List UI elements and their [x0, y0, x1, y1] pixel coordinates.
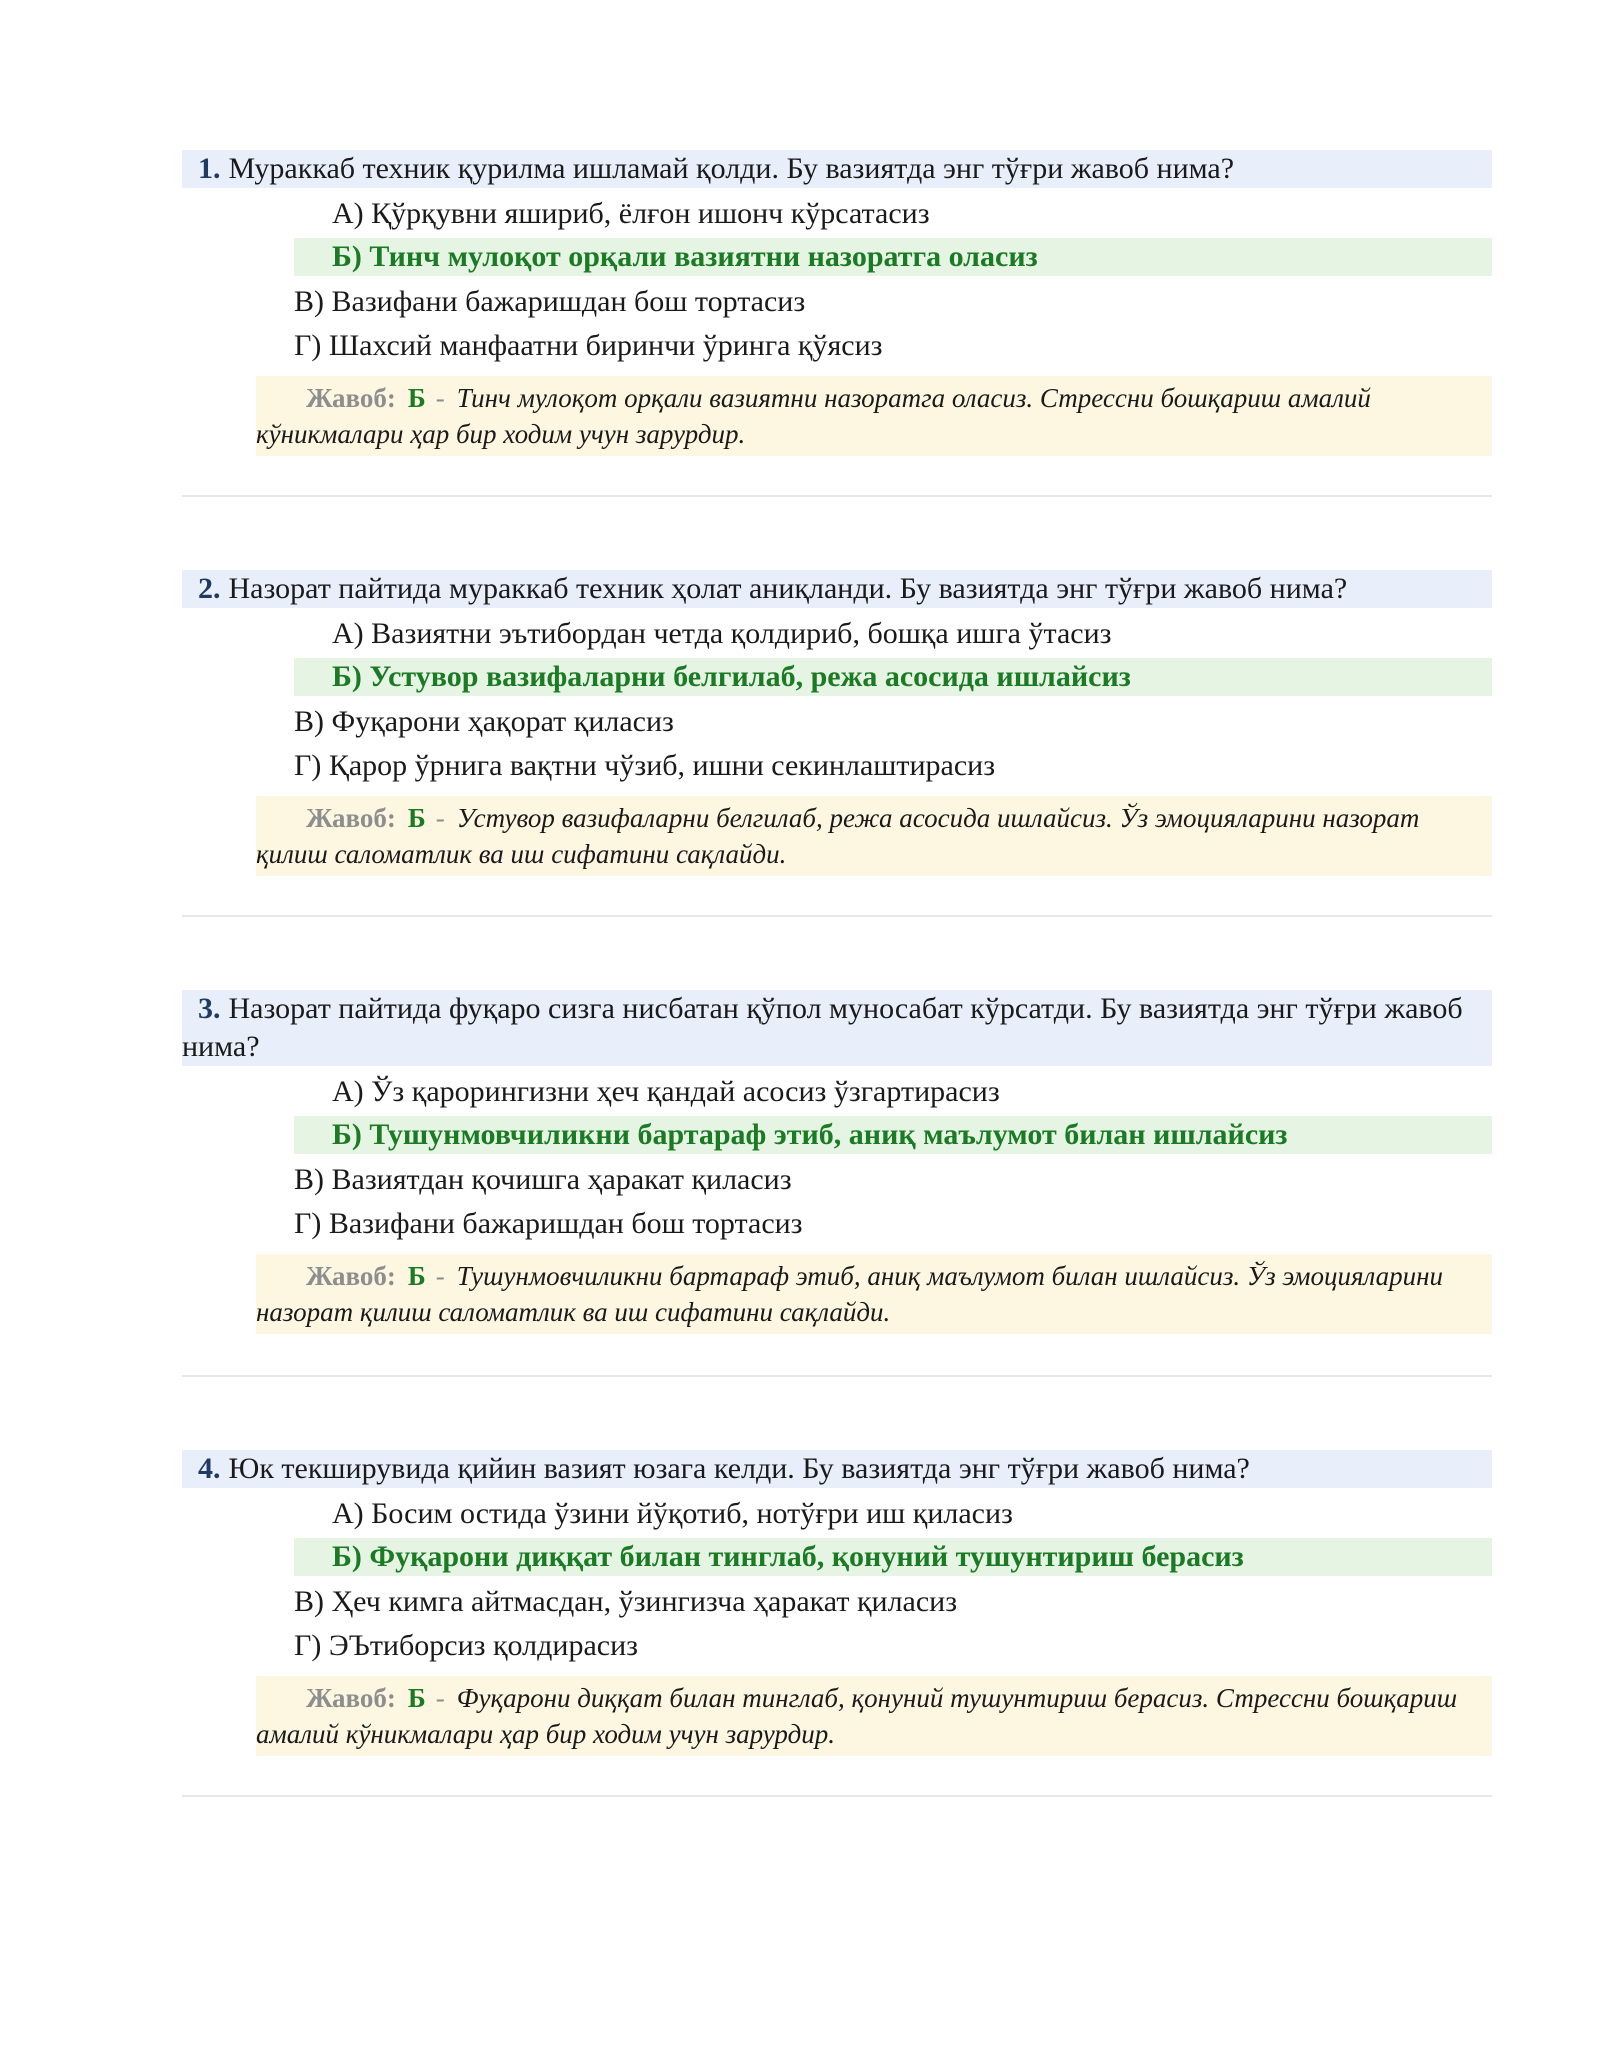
question-block [182, 990, 1492, 1450]
answer-explanation [256, 1254, 1492, 1334]
answer-label: Жавоб: [306, 383, 396, 413]
option-g: Г) Вазифани бажаришдан бош тортасиз [294, 1207, 803, 1240]
question-heading [182, 990, 1492, 1066]
answer-letter: Б [407, 1261, 426, 1291]
answer-label: Жавоб: [306, 1261, 396, 1291]
question-number: 4. [198, 1452, 221, 1485]
answer-letter: Б [407, 383, 426, 413]
quiz-document [182, 150, 1492, 1870]
question-heading [182, 150, 1492, 188]
answer-letter: Б [407, 1683, 426, 1713]
question-number: 2. [198, 572, 221, 605]
option-b-correct: Б) Тушунмовчиликни бартараф этиб, аниқ маълумот билан ишлайсиз [294, 1116, 1492, 1154]
option-a: А) Ўз қарорингизни ҳеч қандай асосиз ўзгартирасиз [332, 1075, 1000, 1108]
option-b-correct: Б) Тинч мулоқот орқали вазиятни назоратга оласиз [294, 238, 1492, 276]
answer-label: Жавоб: [306, 803, 396, 833]
answer-explanation [256, 1676, 1492, 1756]
question-block [182, 150, 1492, 570]
question-number: 3. [198, 992, 221, 1025]
divider [182, 1795, 1492, 1797]
question-text: Назорат пайтида фуқаро сизга нисбатан қўпол муносабат кўрсатди. Бу вазиятда энг тўғри жавоб нима? [182, 992, 1463, 1063]
option-g: Г) Қарор ўрнига вақтни чўзиб, ишни секинлаштирасиз [294, 749, 996, 782]
option-a: А) Қўрқувни яшириб, ёлғон ишонч кўрсатасиз [332, 197, 930, 230]
answer-dash: - [435, 1683, 445, 1713]
question-number: 1. [198, 152, 221, 185]
answer-label: Жавоб: [306, 1683, 396, 1713]
answer-text: Тушунмовчиликни бартараф этиб, аниқ маълумот билан ишлайсиз. Ўз эмоцияларини назорат қилиш саломатлик ва иш сифатини сақлайди. [256, 1261, 1444, 1327]
question-text: Юк текширувида қийин вазият юзага келди. Бу вазиятда энг тўғри жавоб нима? [228, 1452, 1250, 1485]
option-v: В) Ҳеч кимга айтмасдан, ўзингизча ҳаракат қиласиз [294, 1585, 958, 1618]
answer-letter: Б [407, 803, 426, 833]
divider [182, 915, 1492, 917]
question-block [182, 570, 1492, 990]
answer-text: Тинч мулоқот орқали вазиятни назоратга оласиз. Стрессни бошқариш амалий кўникмалари ҳар бир ходим учун зарурдир. [256, 383, 1371, 449]
option-b-correct: Б) Фуқарони диққат билан тинглаб, қонуний тушунтириш берасиз [294, 1538, 1492, 1576]
option-g: Г) Шахсий манфаатни биринчи ўринга қўясиз [294, 329, 883, 362]
option-v: В) Вазифани бажаришдан бош тортасиз [294, 285, 806, 318]
question-heading [182, 570, 1492, 608]
divider [182, 495, 1492, 497]
answer-dash: - [435, 803, 445, 833]
option-v: В) Фуқарони ҳақорат қиласиз [294, 705, 674, 738]
question-text: Назорат пайтида мураккаб техник ҳолат аниқланди. Бу вазиятда энг тўғри жавоб нима? [228, 572, 1348, 605]
question-text: Мураккаб техник қурилма ишламай қолди. Бу вазиятда энг тўғри жавоб нима? [228, 152, 1235, 185]
option-v: В) Вазиятдан қочишга ҳаракат қиласиз [294, 1163, 792, 1196]
divider [182, 1375, 1492, 1377]
answer-text: Устувор вазифаларни белгилаб, режа асосида ишлайсиз. Ўз эмоцияларини назорат қилиш саломатлик ва иш сифатини сақлайди. [256, 803, 1420, 869]
answer-dash: - [435, 1261, 445, 1291]
answer-dash: - [435, 383, 445, 413]
question-heading [182, 1450, 1492, 1488]
option-b-correct: Б) Устувор вазифаларни белгилаб, режа асосида ишлайсиз [294, 658, 1492, 696]
option-g: Г) ЭЪтиборсиз қолдирасиз [294, 1629, 638, 1662]
option-a: А) Вазиятни эътибордан четда қолдириб, бошқа ишга ўтасиз [332, 617, 1112, 650]
answer-explanation [256, 796, 1492, 876]
option-a: А) Босим остида ўзини йўқотиб, нотўғри иш қиласиз [332, 1497, 1013, 1530]
answer-explanation [256, 376, 1492, 456]
question-block [182, 1450, 1492, 1870]
answer-text: Фуқарони диққат билан тинглаб, қонуний тушунтириш берасиз. Стрессни бошқариш амалий кўникмалари ҳар бир ходим учун зарурдир. [256, 1683, 1458, 1749]
